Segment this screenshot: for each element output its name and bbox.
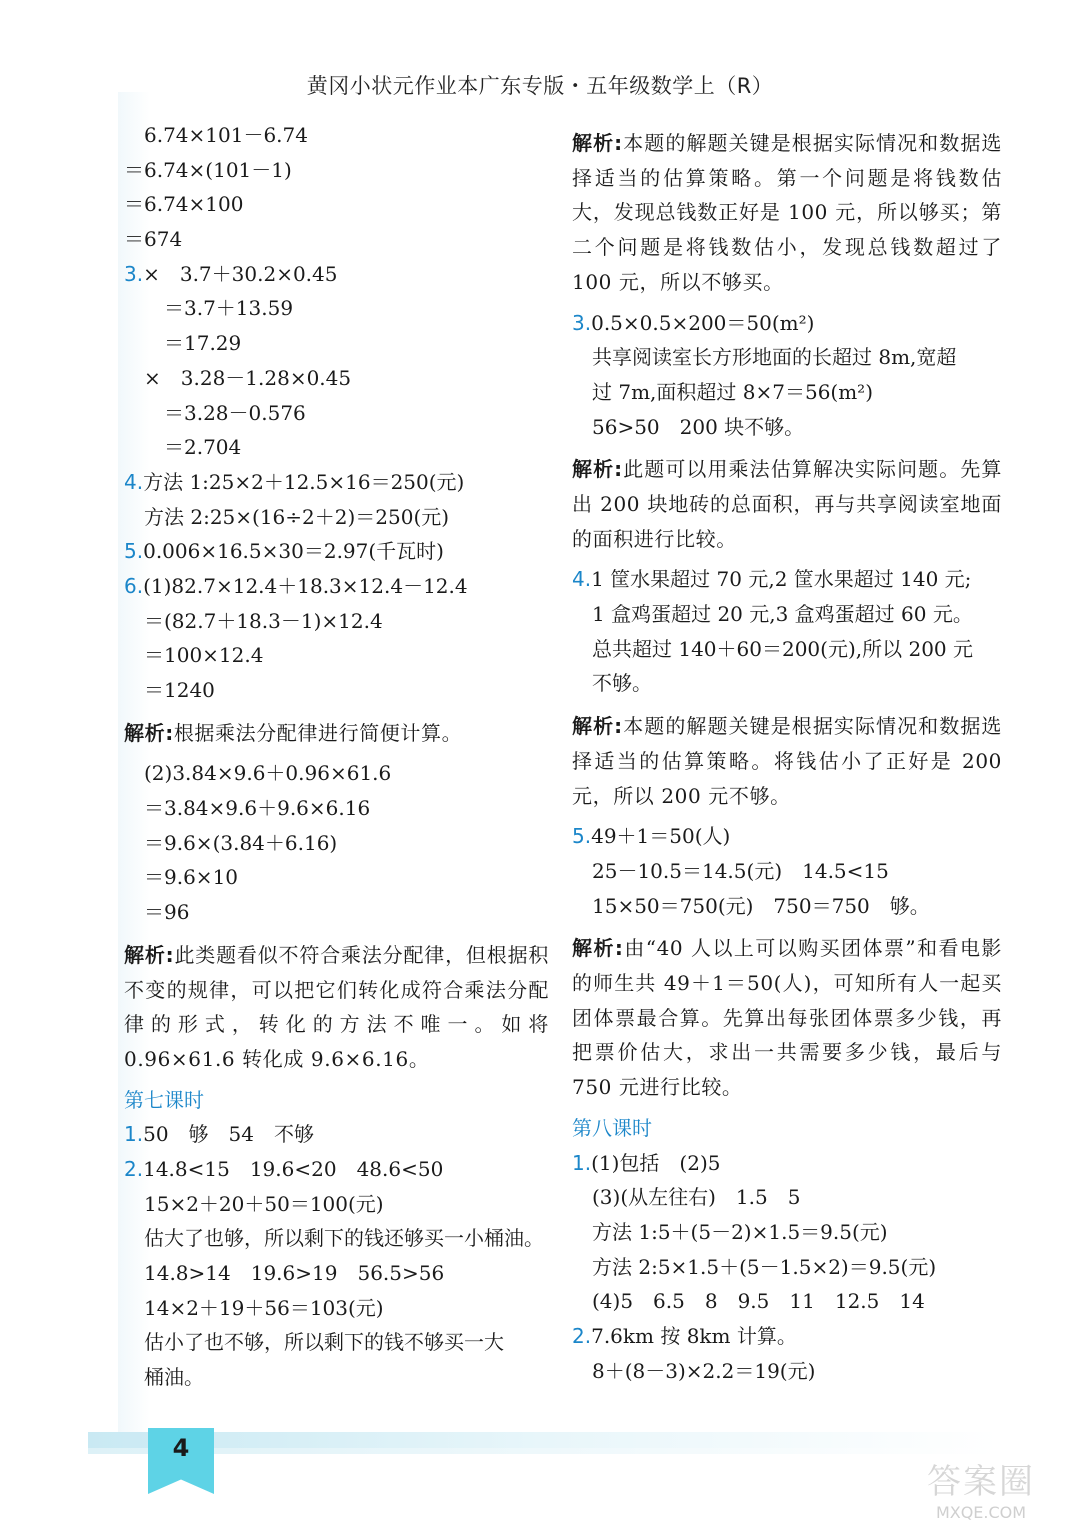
answer-text: 共享阅读室长方形地面的长超过 8m,宽超: [572, 345, 957, 370]
explanation-block: [572, 931, 1002, 1105]
answer-text: 估大了也够，所以剩下的钱还够买一小桶油。: [124, 1226, 544, 1251]
answer-line: [124, 1187, 549, 1222]
answer-text: ＝100×12.4: [124, 643, 264, 668]
watermark-logo: 答案圈: [927, 1462, 1035, 1502]
answer-text: 方法 2:25×(16÷2＋2)＝250(元): [124, 504, 450, 529]
answer-text: 6.74×101－6.74: [124, 123, 308, 147]
answer-line: [124, 895, 549, 930]
answer-line: [124, 1152, 549, 1187]
answer-line: [124, 430, 549, 465]
answer-text: 过 7m,面积超过 8×7＝56(m²): [572, 379, 874, 404]
answer-line: [124, 465, 549, 500]
question-number: 2.: [572, 1323, 592, 1348]
question-number: 1.: [572, 1150, 592, 1175]
answer-line: [572, 375, 1002, 410]
answer-text: (4)5 6.5 8 9.5 11 12.5 14: [572, 1289, 925, 1314]
watermark: [906, 1462, 1056, 1528]
answer-text: ＝3.28－0.576: [124, 400, 306, 425]
answer-line: [124, 500, 549, 535]
explanation-text: 本题的解题关键是根据实际情况和数据选择适当的估算策略。将钱估小了正好是 200 元，所以 200 元不够。: [572, 714, 1002, 808]
answer-line: [572, 1319, 1002, 1354]
answer-line: [124, 361, 549, 396]
answer-text: 15×2＋20＋50＝100(元): [124, 1191, 384, 1216]
answer-line: [124, 153, 549, 188]
left-column: [124, 118, 549, 1395]
question-number: 4.: [124, 469, 144, 494]
answer-text: ＝1240: [124, 678, 215, 702]
answer-text: ＝3.84×9.6＋9.6×6.16: [124, 796, 371, 821]
explanation-label: 解析:: [124, 720, 174, 745]
answer-text: 不够。: [572, 671, 652, 696]
answer-line: [124, 187, 549, 222]
question-number: 5.: [572, 824, 592, 849]
answer-text: ＝6.74×(101－1): [124, 157, 292, 182]
answer-text: 0.006×16.5×30＝2.97(千瓦时): [143, 539, 444, 564]
answer-text: (3)(从左往右) 1.5 5: [572, 1185, 801, 1210]
page-header: 黄冈小状元作业本广东专版・五年级数学上（R）: [306, 74, 774, 98]
answer-text: 总共超过 140＋60＝200(元),所以 200 元: [572, 636, 974, 661]
explanation-block: [572, 126, 1002, 300]
explanation-text: 由“40 人以上可以购买团体票”和看电影的师生共 49＋1＝50(人)，可知所有人一起买团体票最合算。先算出每张团体票多少钱，再把票价估大，求出一共需要多少钱，最后与 750 元进行比较。: [572, 936, 1002, 1100]
watermark-text: MXQE.COM: [935, 1503, 1027, 1522]
answer-line: [572, 854, 1002, 889]
answer-line: [124, 791, 549, 826]
answer-text: 方法 1:25×2＋12.5×16＝250(元): [143, 469, 465, 494]
answer-line: [124, 756, 549, 791]
explanation-text: 此类题看似不符合乘法分配律，但根据积不变的规律，可以把它们转化成符合乘法分配律的形式，转化的方法不唯一。如将 0.96×61.6 转化成 9.6×6.16。: [124, 942, 549, 1071]
answer-text: 8＋(8－3)×2.2＝19(元): [572, 1358, 816, 1383]
answer-text: 1 筐水果超过 70 元,2 筐水果超过 140 元;: [591, 567, 972, 592]
answer-text: 25－10.5＝14.5(元) 14.5<15: [572, 858, 889, 883]
explanation-label: 解析:: [572, 714, 623, 739]
answer-text: 0.5×0.5×200＝50(m²): [591, 310, 815, 335]
answer-line: [124, 222, 549, 257]
answer-text: ＝674: [124, 227, 183, 252]
answer-line: [124, 118, 549, 153]
answer-text: ＝9.6×(3.84＋6.16): [124, 830, 338, 855]
answer-text: ＝6.74×100: [124, 192, 244, 217]
question-number: 3.: [572, 310, 592, 335]
answer-line: [572, 340, 1002, 375]
explanation-label: 解析:: [124, 942, 175, 967]
answer-line: [124, 1117, 549, 1152]
question-number: 6.: [124, 573, 144, 598]
answer-line: [572, 1180, 1002, 1215]
answer-text: 桶油。: [124, 1365, 204, 1390]
answer-text: 7.6km 按 8km 计算。: [591, 1323, 797, 1348]
answer-line: [124, 1325, 549, 1360]
answer-text: 1 盒鸡蛋超过 20 元,3 盒鸡蛋超过 60 元。: [572, 602, 973, 627]
answer-text: 14.8<15 19.6<20 48.6<50: [143, 1157, 444, 1182]
answer-line: [124, 826, 549, 861]
answer-line: [124, 1256, 549, 1291]
answer-line: [124, 1360, 549, 1395]
footer-band-shadow: [88, 1448, 998, 1454]
answer-line: [124, 1291, 549, 1326]
answer-text: 方法 2:5×1.5＋(5－1.5×2)＝9.5(元): [572, 1254, 937, 1279]
answer-line: [124, 1221, 549, 1256]
answer-text: ＝(82.7＋18.3－1)×12.4: [124, 608, 383, 633]
answer-text: 15×50＝750(元) 750＝750 够。: [572, 893, 930, 918]
answer-text: (2)3.84×9.6＋0.96×61.6: [124, 761, 392, 786]
answer-text: ＝2.704: [124, 435, 242, 460]
answer-text: 方法 1:5＋(5－2)×1.5＝9.5(元): [572, 1219, 888, 1244]
explanation-block: [124, 716, 549, 751]
answer-text: 50 够 54 不够: [143, 1122, 314, 1147]
section-title: 第八课时: [572, 1115, 652, 1140]
answer-line: [572, 1146, 1002, 1181]
answer-text: ＝96: [124, 900, 190, 925]
answer-line: [572, 819, 1002, 854]
answer-text: 14×2＋19＋56＝103(元): [124, 1295, 384, 1320]
explanation-block: [572, 709, 1002, 813]
footer-band: [88, 1432, 998, 1448]
answer-line: [124, 604, 549, 639]
answer-line: [124, 534, 549, 569]
explanation-text: 此题可以用乘法估算解决实际问题。先算出 200 块地砖的总面积，再与共享阅读室地面的面积进行比较。: [572, 457, 1002, 551]
question-number: 2.: [124, 1157, 144, 1182]
section-title: 第七课时: [124, 1087, 204, 1112]
answer-text: ＝3.7＋13.59: [124, 296, 294, 321]
answer-text: × 3.28－1.28×0.45: [124, 365, 352, 390]
question-number: 3.: [124, 261, 144, 286]
explanation-label: 解析:: [572, 936, 624, 961]
answer-line: [124, 257, 549, 292]
explanation-text: 根据乘法分配律进行简便计算。: [173, 720, 463, 745]
answer-line: [572, 632, 1002, 667]
answer-line: [124, 638, 549, 673]
right-column: [572, 118, 1002, 1388]
answer-text: ＝17.29: [124, 331, 242, 356]
answer-text: 56>50 200 块不够。: [572, 414, 805, 439]
answer-line: [572, 1284, 1002, 1319]
answer-line: [124, 326, 549, 361]
answer-line: [572, 306, 1002, 341]
answer-line: [124, 860, 549, 895]
answer-line: [572, 410, 1002, 445]
answer-text: 49＋1＝50(人): [591, 824, 731, 849]
answer-line: [124, 569, 549, 604]
answer-line: [572, 597, 1002, 632]
question-number: 5.: [124, 539, 144, 564]
page-number: 4: [172, 1434, 190, 1462]
answer-line: [124, 396, 549, 431]
explanation-block: [572, 452, 1002, 556]
answer-text: (1)包括 (2)5: [591, 1150, 721, 1175]
answer-line: [572, 562, 1002, 597]
explanation-text: 本题的解题关键是根据实际情况和数据选择适当的估算策略。第一个问题是将钱数估大，发现总钱数正好是 100 元，所以够买；第二个问题是将钱数估小，发现总钱数超过了 100 元，所以不够买。: [572, 131, 1002, 294]
question-number: 1.: [124, 1122, 144, 1147]
answer-line: [572, 1215, 1002, 1250]
answer-line: [124, 673, 549, 708]
answer-line: [572, 1250, 1002, 1285]
answer-text: (1)82.7×12.4＋18.3×12.4－12.4: [143, 573, 468, 598]
question-number: 4.: [572, 567, 592, 592]
explanation-label: 解析:: [572, 457, 623, 482]
answer-text: 估小了也不够，所以剩下的钱不够买一大: [124, 1330, 504, 1355]
answer-line: [572, 666, 1002, 701]
answer-line: [572, 1354, 1002, 1389]
explanation-label: 解析:: [572, 131, 623, 155]
answer-text: ＝9.6×10: [124, 865, 239, 890]
answer-text: × 3.7＋30.2×0.45: [143, 261, 338, 286]
explanation-block: [124, 938, 549, 1077]
answer-line: [124, 291, 549, 326]
answer-text: 14.8>14 19.6>19 56.5>56: [124, 1261, 445, 1286]
answer-line: [572, 889, 1002, 924]
